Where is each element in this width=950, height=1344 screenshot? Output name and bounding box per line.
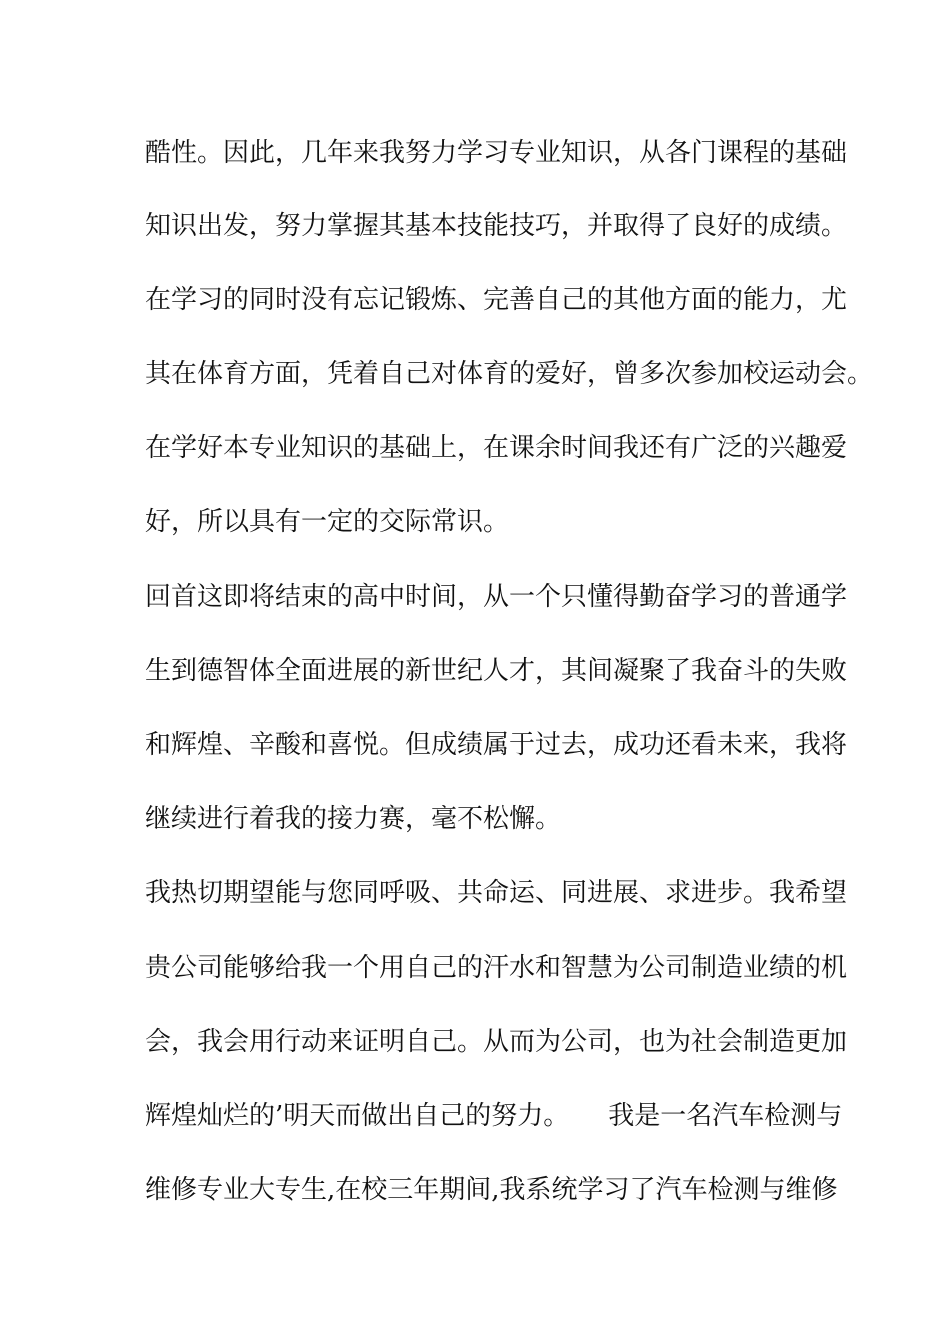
text-line: 知识出发，努力掌握其基本技能技巧，并取得了良好的成绩。 [145,211,848,241]
text-line: 回首这即将结束的高中时间，从一个只懂得勤奋学习的普通学 [145,582,848,612]
text-line: 我热切期望能与您同呼吸、共命运、同进展、求进步。我希望 [145,878,848,908]
text-line: 好，所以具有一定的交际常识。 [145,507,510,537]
text-line: 酷性。因此，几年来我努力学习专业知识，从各门课程的基础 [145,138,848,168]
text-line: 会，我会用行动来证明自己。从而为公司，也为社会制造更加 [145,1027,848,1057]
text-line: 和辉煌、辛酸和喜悦。但成绩属于过去，成功还看未来，我将 [145,730,848,760]
text-line: 在学习的同时没有忘记锻炼、完善自己的其他方面的能力，尤 [145,285,848,315]
text-line: 维修专业大专生,在校三年期间,我系统学习了汽车检测与维修 [145,1175,838,1205]
text-line: 其在体育方面，凭着自己对体育的爱好，曾多次参加校运动会。 [145,359,874,389]
text-line: 贵公司能够给我一个用自己的汗水和智慧为公司制造业绩的机 [145,953,848,983]
text-line: 生到德智体全面进展的新世纪人才，其间凝聚了我奋斗的失败 [145,656,848,686]
text-line: 在学好本专业知识的基础上，在课余时间我还有广泛的兴趣爱 [145,433,848,463]
text-line: 继续进行着我的接力赛，毫不松懈。 [145,804,562,834]
text-line: 辉煌灿烂的’明天而做出自己的努力。 我是一名汽车检测与 [145,1101,843,1131]
